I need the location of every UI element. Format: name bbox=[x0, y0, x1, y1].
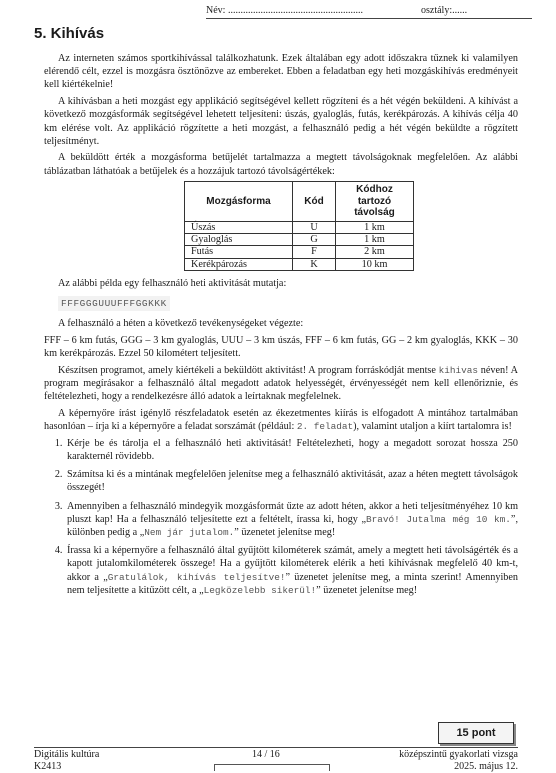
instruction-text: ), valamint utaljon a kiírt tartalomra is! bbox=[353, 421, 512, 432]
footer-divider bbox=[34, 747, 518, 748]
program-instructions bbox=[44, 364, 518, 404]
name-label: Név: ...................................................... bbox=[206, 5, 363, 16]
table-row bbox=[185, 258, 414, 270]
exam-date: 2025. május 12. bbox=[454, 761, 518, 772]
exam-code: K2413 bbox=[34, 761, 62, 772]
table-header: Mozgásforma bbox=[185, 182, 293, 221]
table-cell: U bbox=[293, 221, 336, 233]
subject-name: Digitális kultúra bbox=[34, 749, 100, 760]
name-class-line bbox=[206, 5, 532, 19]
footer-left bbox=[34, 749, 99, 773]
table-cell: 10 km bbox=[336, 258, 414, 270]
table-cell: Futás bbox=[185, 246, 293, 258]
instruction-text: néven! A program megírásakor a felhasználó által megadott adatok helyességét, érvényességét nem kell ellenőriznie, és feltételezheti, hogy a rendelkezésre álló adatok a leírtaknak megfelelnek. bbox=[44, 364, 519, 403]
task-text: Számítsa ki és a mintának megfelelően jelenítse meg a felhasználó aktivitását, azaz a héten megtett távolságok összegét! bbox=[67, 469, 518, 494]
points-box: 15 pont bbox=[438, 722, 514, 744]
codes-paragraph: A beküldött érték a mozgásforma betűjelét tartalmazza a megtett távolságoknak megfelelően. Az alábbi táblázatban láthatóak a betűjelek és a hozzájuk tartozó távolságértékek: bbox=[44, 152, 518, 177]
table-cell: 2 km bbox=[336, 246, 414, 258]
table-header: Kód bbox=[293, 182, 336, 221]
exam-level: középszintű gyakorlati vizsga bbox=[399, 749, 518, 760]
activities-intro: A felhasználó a héten a következő tevékenységeket végezte: bbox=[58, 318, 304, 330]
list-item bbox=[65, 500, 518, 540]
instruction-text: A képernyőre írást igénylő részfeladatok esetén az ékezetmentes kiírás is elfogadott A mintához tartalmában hasonlóan – írja ki a képernyőre a feladat sorszámát (például: bbox=[44, 407, 518, 432]
task-text: ” üzenetet jelenítse meg, a minta szerint! Amennyiben nem teljesítette a kitűzött célt, a „ bbox=[67, 571, 518, 596]
list-item bbox=[65, 468, 518, 494]
table-cell: K bbox=[293, 258, 336, 270]
task-text: ”, különben pedig a „ bbox=[67, 513, 518, 538]
table-row bbox=[185, 221, 414, 233]
challenge-paragraph: A kihívásban a heti mozgást egy applikáció segítségével kellett rögzíteni és a hét végén beküldeni. A kihívást a következő mozgásformák segítségével lehetett teljesíteni: úszás, gyaloglás, futás, kerékpározás. A kihívás célja 40 km elérése volt. Az applikáció rögzítette a heti mozgást, a felhasználó pedig a hét végén beküldte a rögzített teljesítményt. bbox=[44, 96, 518, 147]
class-label: osztály:...... bbox=[421, 5, 468, 16]
list-item bbox=[65, 437, 518, 463]
example-code: 2. feladat bbox=[296, 421, 354, 432]
output-instructions bbox=[44, 407, 518, 433]
task-title: 5. Kihívás bbox=[34, 25, 105, 42]
message-code: Bravó! Jutalma még 10 km. bbox=[366, 513, 511, 525]
task-text: ” üzenetet jelenítse meg! bbox=[234, 526, 336, 538]
activities-breakdown: FFF – 6 km futás, GGG – 3 km gyaloglás, UUU – 3 km úszás, FFF – 6 km futás, GG – 2 km gyaloglás, KKK – 30 km kerékpározás. Ezzel 50 kilométert teljesített. bbox=[44, 334, 518, 359]
table-cell: G bbox=[293, 233, 336, 245]
table-row bbox=[185, 233, 414, 245]
task-text: Amennyiben a felhasználó mindegyik mozgásformát űzte az adott héten, akkor a heti teljesítményéhez 10 km pluszt kap! Ha a felhasználó teljesítette ezt a feltételt, írassa ki, hogy „ bbox=[67, 500, 518, 525]
table-cell: 1 km bbox=[336, 221, 414, 233]
table-row bbox=[185, 246, 414, 258]
task-text: Kérje be és tárolja el a felhasználó heti aktivitását! Feltételezheti, hogy a megadott sorozat hossza 250 karakternél rövidebb. bbox=[67, 437, 518, 462]
instruction-text: Készítsen programot, amely kiértékeli a beküldött aktivitást! A program forráskódját mentse bbox=[58, 364, 439, 376]
filename-code: kihivas bbox=[438, 364, 479, 376]
table-cell: F bbox=[293, 246, 336, 258]
intro-paragraph: Az interneten számos sportkihívással találkozhatunk. Ezek általában egy adott időszakra tűznek ki valamilyen elérendő célt, ezzel is mozgásra ösztönözve az embereket. Ebben a feladatban egy heti mozgáskihívás eredményeit kell kiértékelnie! bbox=[44, 53, 518, 91]
task-text: Írassa ki a képernyőre a felhasználó által gyűjtött kilométerek számát, amely a megtett heti távolságérték és a kapott jutalomkilométerek összege! Ha a gyűjtött kilométerek elérik a heti kihívásnak megfelelő 40 km-t, akkor a „ bbox=[67, 545, 518, 583]
table-header: Kódhoz tartozó távolság bbox=[336, 182, 414, 221]
task-body bbox=[44, 52, 518, 602]
task-text: ” üzenetet jelenítse meg! bbox=[316, 584, 418, 596]
task-list bbox=[44, 437, 518, 597]
example-sequence: FFFGGGUUUFFFGGKKK bbox=[58, 296, 170, 311]
table-header-row bbox=[185, 182, 414, 221]
table-cell: Gyaloglás bbox=[185, 233, 293, 245]
codes-table bbox=[184, 181, 414, 271]
table-cell: Úszás bbox=[185, 221, 293, 233]
message-code: Legközelebb sikerül! bbox=[203, 584, 317, 596]
message-code: Nem jár jutalom. bbox=[144, 526, 235, 538]
page-number: 14 / 16 bbox=[252, 749, 280, 760]
message-code: Gratulálok, kihívás teljesítve! bbox=[107, 571, 286, 583]
table-cell: Kerékpározás bbox=[185, 258, 293, 270]
example-intro: Az alábbi példa egy felhasználó heti aktivitását mutatja: bbox=[58, 278, 287, 290]
list-item bbox=[65, 544, 518, 597]
table-cell: 1 km bbox=[336, 233, 414, 245]
footer-right bbox=[396, 749, 518, 773]
